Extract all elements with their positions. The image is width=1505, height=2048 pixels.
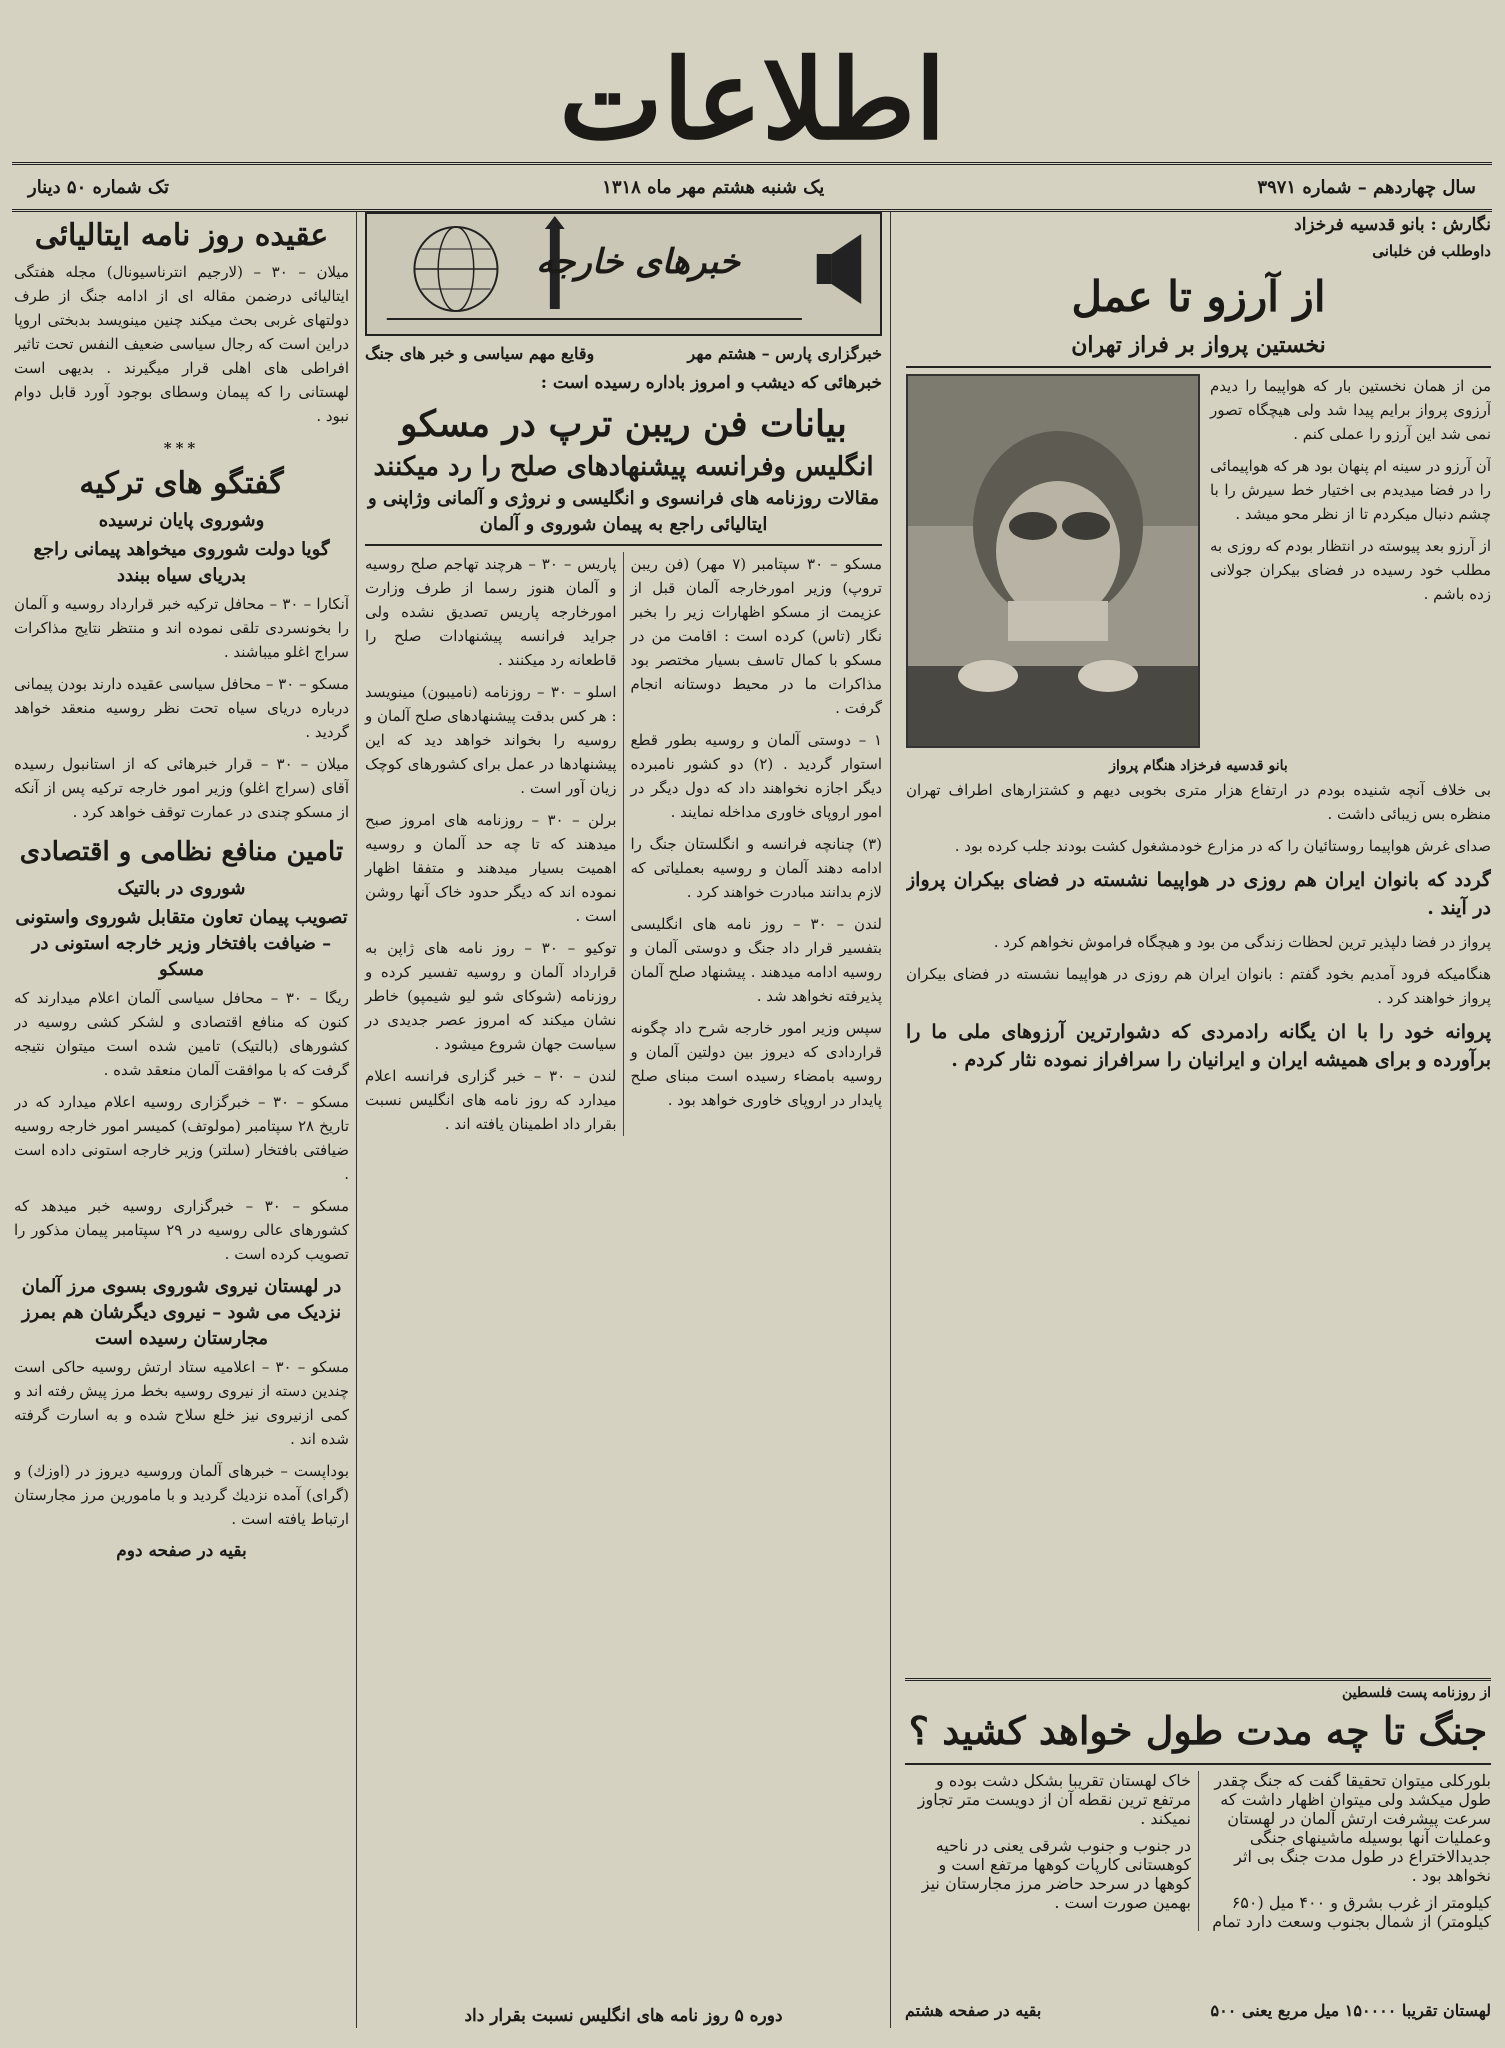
left-paragraph: مسکو – ۳۰ – خبرگزاری روسیه اعلام میدارد که در تاریخ ۲۸ سپتامبر (مولوتف) کمیسر امور خارجه روسیه ضیافتی بافتخار (سلتر) وزیر خارجه استونی داده است . (14, 1093, 349, 1183)
turkey-talks-subhead: وشوروی پایان نرسیده (98, 510, 265, 531)
left-paragraph: مسکو – ۳۰ – خبرگزاری روسیه خبر میدهد که کشورهای عالی روسیه در ۲۹ سپتامبر پیمان مذکور را تصویب کرده است . (14, 1197, 349, 1263)
news-paragraph: ۱ – دوستی آلمان و روسیه بطور قطع استوار گردید . (۲) دو کشور نامبرده دیگر اجازه نخواهند داد که دول دیگر در امور اروپای خاوری مداخله نمایند . (630, 731, 882, 821)
divider (906, 366, 1491, 368)
aviation-paragraph: بی خلاف آنچه شنیده بودم در ارتفاع هزار متری بخوبی دیهم و کشتزارهای اطراف تهران منظره بس زیبائی داشت . (906, 781, 1491, 823)
byline: نگارش : بانو قدسیه فرخزاد (1294, 215, 1491, 235)
war-footer (905, 2001, 1491, 2020)
news-paragraph: سپس وزیر امور خارجه شرح داد چگونه قراردادی که دیروز بین دولتین آلمان و روسیه بامضاء رسیده است مبنای صلح پایدار در اروپای خاوری خواهد بود . (630, 1019, 882, 1109)
baltic-headline: تامین منافع نظامی و اقتصادی (19, 837, 344, 867)
left-paragraph: آنکارا – ۳۰ – محافل ترکیه خبر قرارداد روسیه و آلمان را بخونسردی تلقی نموده اند و منتظر نتایج مذاکرات سراج اغلو میباشند . (14, 595, 349, 661)
aviation-paragraph: پرواز در فضا دلپذیر ترین لحظات زندگی من بود و هیچگاه فراموش نخواهم کرد . (993, 933, 1491, 951)
middle-column (356, 212, 891, 2028)
news-paragraph: لندن – ۳۰ – خبر گزاری فرانسه اعلام میدارد که روز نامه های انگلیس نسبت بقرار داد اطمینان یافته اند . (365, 1067, 617, 1133)
aviation-paragraph: صدای غرش هواپیما روستائیان را که در مزارع خودمشغول کشت بودند جلب کرده بود . (954, 837, 1491, 855)
war-paragraph: بلورکلی میتوان تحقیقا گفت که جنگ چقدر طول میکشد ولی میتوان اظهار داشت که سرعت پیشرفت ارتش آلمان در لهستان وعملیات آنها بوسیله ماشینهای جنگی جدیدالاختراع در طول مدت جنگ بی اثر نخواهد بود . (1214, 1771, 1491, 1885)
news-paragraph: لندن – ۳۰ – روز نامه های انگلیسی بتفسیر قرار داد جنگ و دوستی آلمان و روسیه ادامه میدهند . پیشنهاد صلح آلمان پذیرفته نخواهد شد . (630, 915, 882, 1005)
war-duration-article (905, 1678, 1491, 2028)
news-paragraph: مسکو – ۳۰ سپتامبر (۷ مهر) (فن ریبن تروپ) وزیر امورخارجه آلمان قبل از عزیمت از مسکو اظهارات زیر را بخبر نگار (تاس) کرده است : اقامت من در مسکو با کمال تاسف بسیار مختصر بود مذاکرات ما در محیط دوستانه انجام گرفت . (630, 555, 882, 717)
aviation-paragraph: من از همان نخستین بار که هواپیما را دیدم آرزوی پرواز برایم پیدا شد ولی هیچگاه تصور نمی شد این آرزو را عملی کنم . (1210, 377, 1491, 443)
agency-dateline: خبرگزاری پارس – هشتم مهر (687, 344, 882, 363)
estonia-pact-headline: تصویب پیمان تعاون متقابل شوروی واستونی – ضیافت بافتخار وزیر خارجه استونی در مسکو (15, 907, 348, 980)
war-continued: بقیه در صفحه هشتم (905, 2001, 1042, 2020)
separator: *** (163, 439, 200, 457)
left-paragraph: مسکو – ۳۰ – محافل سیاسی عقیده دارند بودن پیمانی درباره دریای سیاه تحت نظر روسیه منعقد خواهد گردید . (14, 675, 349, 741)
left-paragraph: میلان – ۳۰ – (لارجیم انترناسیونال) مجله هفتگی ایتالیائی درضمن مقاله ای از ادامه جنگ از طرف دولتهای غربی بحث میکند چنین مینویسد بدبختی اروپا دراین است که رجال سیاسی ضعیف النفس تحت تاثیر افراطی های اهلی قرار میگیرند . بدیهی است لهستانی را که پیمان وسطای بوجود آورد قابل دوام نبود . (14, 263, 349, 425)
poland-front-headline: در لهستان نیروی شوروی بسوی مرز آلمان نزدیک می شود – نیروی دیگرشان هم بمرز مجارستان رسیده است (21, 1276, 342, 1349)
aviation-highlight: گردد که بانوان ایران هم روزی در هواپیما نشسته در فضای بیکران پرواز در آیند . (906, 869, 1491, 919)
news-paragraph: پاریس – ۳۰ – هرچند تهاجم صلح روسیه و آلمان هنوز رسما از طرف وزارت امورخارجه پاریس تصدیق نشده ولی جراید فرانسه پیشنهادات صلح را قاطعانه رد میکنند . (365, 555, 617, 669)
news-paragraph: اسلو – ۳۰ – روزنامه (نامیبون) مینویسد : هر کس بدقت پیشنهادهای صلح آلمان و روسیه را بخواند خواهد دید که این پیشنهادها در عمل برای کشورهای کوچک زیان آور است . (365, 683, 617, 797)
black-sea-headline: گویا دولت شوروی میخواهد پیمانی راجع بدریای سیاه ببندد (33, 539, 330, 586)
war-paragraph: کیلومتر از غرب بشرق و ۴۰۰ میل (۶۵۰ کیلومتر) از شمال بجنوب وسعت دارد تمام خاک لهستان تقریبا بشکل دشت بوده و مرتفع ترین نقطه آن از دویست متر تجاوز نمیکند . (917, 1771, 1491, 1931)
photo-caption: بانو قدسیه فرخزاد هنگام پرواز (1109, 758, 1288, 774)
left-continued: بقیه در صفحه دوم (116, 1541, 247, 1561)
issue-price: تک شماره ۵۰ دینار (28, 176, 169, 198)
news-paragraph: توکیو – ۳۰ – روز نامه های ژاپن به قرارداد آلمان و روسیه تفسیر کرده و روزنامه (شوکای شو لیو شیمپو) خاطر نشان میکند که امروز عصر جدیدی در سیاست جهان شروع میشود . (365, 939, 617, 1053)
left-paragraph: بوداپست – خبرهای آلمان وروسیه دیروز در (اوزك) و (گرای) آمده نزدیك گردید و با مامورین مرز مجارستان ارتباط یافته است . (14, 1462, 349, 1528)
aviation-paragraph: از آرزو بعد پیوسته در انتظار بودم که روزی به مطلب خود رسیده در فضای بیکران جولانی زده باشم . (1210, 537, 1491, 603)
war-footer-right: لهستان تقریبا ۱۵۰۰۰۰ میل مربع یعنی ۵۰۰ (1210, 2001, 1491, 2020)
divider (905, 1763, 1491, 1765)
divider (365, 544, 882, 546)
left-column (14, 212, 349, 2028)
left-paragraph: مسکو – ۳۰ – اعلامیه ستاد ارتش روسیه حاکی است چندین دسته از نیروی روسیه بخط مرز پیش رفته اند و کمی ازنیروی نیز خلع سلاح شده و به اسارت گرفته شده اند . (14, 1358, 349, 1448)
agency-topics: وقایع مهم سیاسی و خبر های جنگ (365, 344, 595, 363)
aviation-highlight-2: پروانه خود را با ان یگانه رادمردی که دشوارترین آرزوهای ملی ما را برآورده و برای همیشه ایران و ایرانیان را سرافراز نموده نثار کردم . (906, 1021, 1491, 1071)
issue-bar (12, 162, 1492, 212)
ribbentrop-deck: مقالات روزنامه های فرانسوی و انگلیسی و نروژی و آلمانی وژاپنی و ایتالیائی راجع به پیمان شوروی و آلمان (367, 488, 880, 535)
aviation-paragraph: هنگامیکه فرود آمدیم بخود گفتم : بانوان ایران هم روزی در هواپیما نشسته در فضای بیکران پرواز خواهند کرد . (906, 965, 1491, 1007)
italian-press-headline: عقیده روز نامه ایتالیائی (34, 218, 329, 253)
mid-footer: دوره ۵ روز نامه های انگلیس نسبت بقرار داد (464, 2006, 783, 2026)
pilot-photo (906, 374, 1200, 748)
war-duration-headline: جنگ تا چه مدت طول خواهد کشید ؟ (908, 1708, 1488, 1753)
aviation-paragraph: آن آرزو در سینه ام پنهان بود هر که هواپیمائی را در فضا میدیدم بی اختیار خط سیرش را با چشم دنبال میکردم تا از نظر محو میشد . (1210, 457, 1491, 523)
source-credit: از روزنامه پست فلسطین (1341, 1685, 1491, 1701)
agency-bar (365, 342, 882, 366)
war-duration-body (905, 1771, 1491, 1931)
issue-date: یک شنبه هشتم مهر ماه ۱۳۱۸ (602, 176, 825, 198)
left-paragraph: ریگا – ۳۰ – محافل سیاسی آلمان اعلام میدارند که کنون که منافع اقتصادی و لشکر کشی روسیه در کشورهای (بالتیک) تامین شده است میتوان نتیجه گرفت که با موافقت آلمان منعقد شده . (14, 989, 349, 1079)
war-paragraph: در جنوب و جنوب شرقی یعنی در ناحیه کوهستانی کارپات کوهها مرتفع است و کوهها در سرحد حاضر مرز مجارستان نیز بهمین صورت است . (921, 1836, 1191, 1912)
kicker: داوطلب فن خلبانی (1372, 242, 1491, 260)
agency-intro: خبرهائی که دیشب و امروز باداره رسیده است : (540, 373, 882, 393)
issue-number: سال چهاردهم – شماره ۳۹۷۱ (1257, 176, 1476, 198)
banner-label: خبرهای خارجه (536, 242, 740, 282)
ribbentrop-headline: بیانات فن ریبن ترپ در مسکو (400, 403, 847, 445)
headline-aviation: از آرزو تا عمل (1071, 272, 1326, 321)
news-paragraph: برلن – ۳۰ – روزنامه های امروز صبح میدهند که تا چه حد آلمان و روسیه اهمیت بسیار میدهند و متفقا اظهار نموده اند که دیگر حدود خاک آنها روشن است . (365, 811, 617, 925)
foreign-news-body (365, 552, 882, 1136)
baltic-subhead: شوروی در بالتیک (117, 878, 246, 899)
foreign-news-banner (365, 212, 882, 336)
masthead-title: اطلاعات (559, 35, 946, 164)
left-paragraph: میلان – ۳۰ – قرار خبرهائی که از استانبول رسیده آقای (سراج اغلو) وزیر امور خارجه ترکیه پس از آنکه از مسکو چندی در عمارت توقف خواهد کرد . (14, 755, 349, 821)
masthead (0, 35, 1505, 164)
news-paragraph: (۳) چنانچه فرانسه و انگلستان جنگ را ادامه دهند آلمان و روسیه بعملیاتی که لازم بدانند مبادرت خواهند کرد . (630, 835, 882, 901)
turkey-talks-headline: گفتگو های ترکیه (79, 466, 284, 501)
ribbentrop-subhead: انگلیس وفرانسه پیشنهادهای صلح را رد میکنند (373, 452, 874, 482)
subhead-aviation: نخستین پرواز بر فراز تهران (1071, 332, 1326, 358)
pilot-portrait-image (908, 376, 1198, 746)
